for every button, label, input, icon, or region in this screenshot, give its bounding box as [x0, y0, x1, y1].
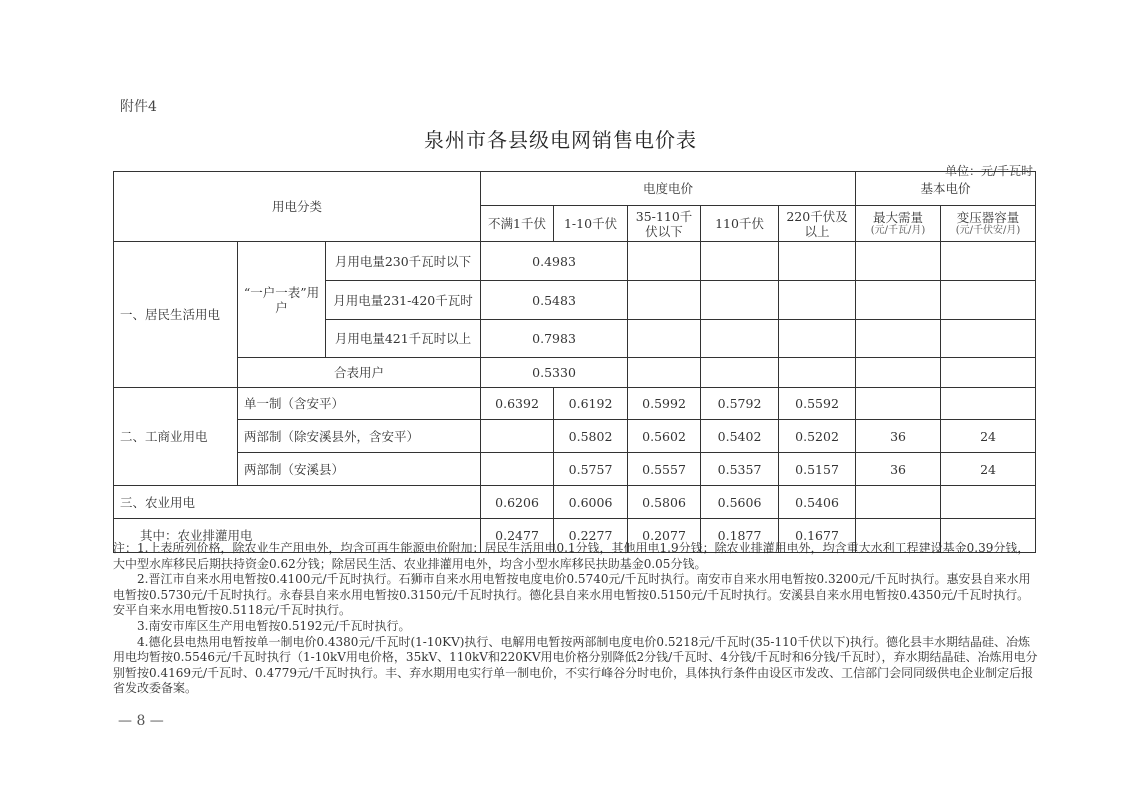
price-cell: 0.5802 — [554, 420, 628, 453]
tier-price: 0.7983 — [481, 320, 628, 358]
price-cell: 0.5157 — [779, 453, 856, 486]
page-number: — 8 — — [118, 713, 164, 729]
page-title: 泉州市各县级电网销售电价表 — [424, 128, 697, 152]
notes — [113, 541, 1038, 697]
price-cell: 0.5992 — [628, 388, 701, 420]
note-3: 3.南安市库区生产用电暂按0.5192元/千瓦时执行。 — [137, 618, 411, 633]
price-cell: 0.5792 — [701, 388, 779, 420]
price-cell: 0.6006 — [554, 486, 628, 519]
max-demand-unit: (元/千瓦/月) — [870, 225, 926, 236]
shared-meter-price: 0.5330 — [481, 358, 628, 388]
note-4: 4.德化县电热用电暂按单一制电价0.4380元/千瓦时(1-10KV)执行、电解用电暂按两部制电度电价0.5218元/千瓦时(35-110千伏以下)执行。德化县丰水期结晶硅、冶炼用电均暂按0.5546元/千瓦时执行（1-10kV用电价格，35kV、110kV和220KV用电价格分别降低2分钱/千瓦时、4分钱/千瓦时和6分钱/千瓦时），弃水期结晶硅、冶炼用电分别暂按0.4169元/千瓦时、0.4779元/千瓦时执行。丰、弃水期用电实行单一制电价，不实行峰谷分时电价，具体执行条件由设区市发改、工信部门会同同级供电企业制定后报省发改委备案。 — [113, 634, 1038, 696]
price-cell: 0.5402 — [701, 420, 779, 453]
irrigation-label: 其中：农业排灌用电 — [114, 519, 481, 553]
tier-price: 0.5483 — [481, 281, 628, 320]
unit-label: 单位：元/千瓦时 — [944, 164, 1033, 178]
max-demand-label: 最大需量 — [873, 210, 924, 225]
industrial-row-label: 单一制（含安平） — [238, 388, 481, 420]
industrial-label: 二、工商业用电 — [114, 388, 238, 486]
header-max-demand — [856, 206, 941, 242]
capacity-cell — [941, 388, 1036, 420]
note-2: 2.晋江市自来水用电暂按0.4100元/千瓦时执行。石狮市自来水用电暂按电度电价0.5740元/千瓦时执行。南安市自来水用电暂按0.3200元/千瓦时执行。惠安县自来水用电暂按0.5730元/千瓦时执行。永春县自来水用电暂按0.3150元/千瓦时执行。德化县自来水用电暂按0.5150元/千瓦时执行。安溪县自来水用电暂按0.4350元/千瓦时执行。安平自来水用电暂按0.5118元/千瓦时执行。 — [113, 572, 1031, 618]
price-cell: 0.6206 — [481, 486, 554, 519]
tier-label: 月用电量231-420千瓦时 — [326, 281, 481, 320]
price-cell: 0.5602 — [628, 420, 701, 453]
industrial-row-label: 两部制（除安溪县外，含安平） — [238, 420, 481, 453]
header-transformer-capacity — [941, 206, 1036, 242]
price-cell: 0.6392 — [481, 388, 554, 420]
demand-cell: 36 — [856, 453, 941, 486]
industrial-row-label: 两部制（安溪县） — [238, 453, 481, 486]
attachment-label: 附件4 — [120, 99, 157, 115]
transformer-capacity-unit: (元/千伏安/月) — [955, 225, 1021, 236]
header-voltage-col: 220千伏及以上 — [779, 206, 856, 242]
price-cell — [481, 453, 554, 486]
residential-label: 一、居民生活用电 — [114, 242, 238, 388]
price-cell: 0.5757 — [554, 453, 628, 486]
price-cell — [481, 420, 554, 453]
price-cell: 0.2477 — [481, 519, 554, 553]
agricultural-label: 三、农业用电 — [114, 486, 481, 519]
price-cell: 0.5592 — [779, 388, 856, 420]
shared-meter-label: 合表用户 — [238, 358, 481, 388]
capacity-cell: 24 — [941, 420, 1036, 453]
transformer-capacity-label: 变压器容量 — [956, 210, 1020, 225]
price-cell: 0.5202 — [779, 420, 856, 453]
header-voltage-col: 不满1千伏 — [481, 206, 554, 242]
one-meter-label: “一户一表”用户 — [238, 242, 326, 358]
price-cell: 0.2277 — [554, 519, 628, 553]
header-energy-price: 电度电价 — [481, 172, 856, 206]
header-voltage-col: 35-110千伏以下 — [628, 206, 701, 242]
tier-label: 月用电量230千瓦时以下 — [326, 242, 481, 281]
price-cell: 0.5806 — [628, 486, 701, 519]
note-1: 注：1.上表所列价格，除农业生产用电外，均含可再生能源电价附加：居民生活用电0.1分钱，其他用电1.9分钱；除农业排灌用电外，均含重大水利工程建设基金0.39分钱，大中型水库移民后期扶持资金0.62分钱；除居民生活、农业排灌用电外，均含小型水库移民扶助基金0.05分钱。 — [113, 541, 1030, 571]
header-category: 用电分类 — [114, 172, 481, 242]
price-cell: 0.5406 — [779, 486, 856, 519]
header-voltage-col: 110千伏 — [701, 206, 779, 242]
header-basic-price: 基本电价 — [856, 172, 1036, 206]
header-voltage-col: 1-10千伏 — [554, 206, 628, 242]
price-cell: 0.5606 — [701, 486, 779, 519]
demand-cell: 36 — [856, 420, 941, 453]
price-cell: 0.5357 — [701, 453, 779, 486]
price-table — [113, 171, 1036, 553]
price-cell: 0.5557 — [628, 453, 701, 486]
price-cell: 0.6192 — [554, 388, 628, 420]
price-cell: 0.2077 — [628, 519, 701, 553]
capacity-cell: 24 — [941, 453, 1036, 486]
price-cell: 0.1677 — [779, 519, 856, 553]
tier-label: 月用电量421千瓦时以上 — [326, 320, 481, 358]
demand-cell — [856, 388, 941, 420]
price-cell: 0.1877 — [701, 519, 779, 553]
tier-price: 0.4983 — [481, 242, 628, 281]
